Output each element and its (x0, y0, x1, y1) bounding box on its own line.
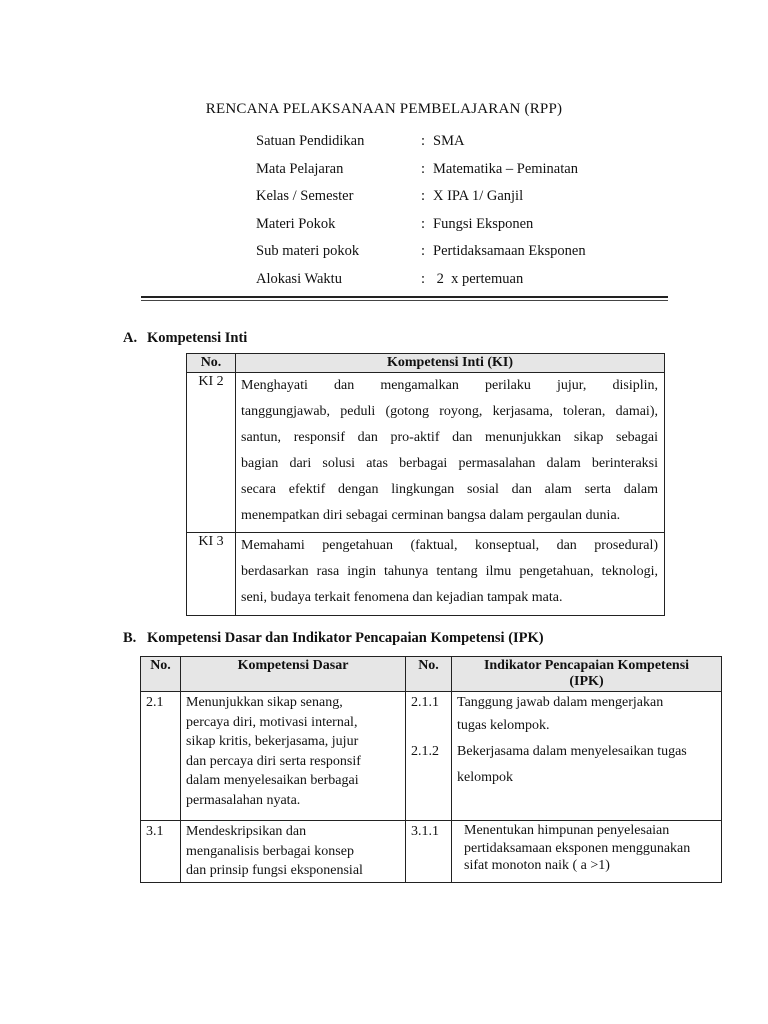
kd-line: sikap kritis, bekerjasama, jujur (186, 734, 359, 749)
kd-line: Mendeskripsikan dan (186, 824, 307, 839)
document-title: RENCANA PELAKSANAAN PEMBELAJARAN (RPP) (205, 101, 563, 117)
meta-value: SMA (433, 133, 465, 149)
ipk-line: pertidaksamaan eksponen menggunakan (464, 840, 691, 856)
ipk-header-line: (IPK) (569, 674, 604, 689)
ki-number: KI 3 (187, 533, 236, 616)
kd-line: dan prinsip fungsi eksponensial (186, 863, 363, 878)
kd-line: dalam menyelesaikan berbagai (186, 773, 359, 788)
ipk-number: 2.1.2 (411, 744, 439, 759)
ki-description (236, 533, 665, 616)
ki-line: Menghayati dan mengamalkan perilaku jujur, disiplin, (241, 378, 658, 393)
meta-colon: : (421, 270, 426, 287)
meta-colon: : (421, 243, 426, 259)
ipk-header-line: Indikator Pencapaian Kompetensi (483, 658, 690, 673)
kd-number: 3.1 (141, 821, 181, 883)
meta-row-submateri (256, 243, 586, 271)
ipk-number: 3.1.1 (406, 821, 452, 883)
column-header-no: No. (187, 354, 236, 373)
table-header-row (141, 657, 722, 692)
ki-line: seni, budaya terkait fenomena dan kejadian tampak mata. (241, 590, 563, 605)
kd-line: percaya diri, motivasi internal, (186, 714, 358, 730)
ki-number: KI 2 (187, 373, 236, 533)
rpp-identity-block (256, 133, 586, 298)
ipk-line: sifat monoton naik ( a >1) (464, 858, 610, 873)
column-header-kd: Kompetensi Dasar (181, 657, 406, 692)
ipk-line: Bekerjasama dalam menyelesaikan tugas (457, 743, 687, 759)
section-a-heading (123, 330, 247, 347)
kompetensi-dasar-table (140, 656, 722, 883)
ipk-line: Menentukan himpunan penyelesaian (464, 823, 670, 838)
header-divider-thick (141, 296, 668, 298)
ipk-line: Tanggung jawab dalam mengerjakan (457, 695, 664, 710)
column-header-no-ipk: No. (406, 657, 452, 692)
meta-value: Fungsi Eksponen (433, 215, 534, 232)
meta-value: X IPA 1/ Ganjil (433, 188, 524, 204)
meta-value: 2 x pertemuan (433, 270, 524, 287)
section-title: Kompetensi Dasar dan Indikator Pencapaian Kompetensi (IPK) (147, 630, 544, 646)
section-b-heading (123, 630, 544, 647)
meta-value: Pertidaksamaan Eksponen (433, 243, 586, 259)
kd-line: permasalahan nyata. (186, 792, 301, 808)
ipk-number: 2.1.1 (411, 695, 439, 710)
ki-line: santun, responsif dan pro-aktif dan menunjukkan sikap sebagai (241, 430, 658, 445)
ipk-line: kelompok (457, 769, 513, 785)
section-letter: A. (123, 330, 138, 346)
section-letter: B. (123, 630, 137, 646)
kd-line: Menunjukkan sikap senang, (186, 695, 343, 710)
meta-colon: : (421, 133, 426, 149)
kd-number: 2.1 (141, 692, 181, 821)
header-divider-thin (141, 300, 668, 301)
table-header-row (187, 354, 665, 373)
kd-line: menganalisis berbagai konsep (186, 843, 354, 859)
ipk-number-cell (406, 692, 452, 821)
ki-line: menempatkan diri sebagai cerminan bangsa dalam pergaulan dunia. (241, 508, 621, 523)
table-row (141, 821, 722, 883)
meta-row-alokasi (256, 271, 586, 299)
kd-description (181, 821, 406, 883)
meta-key: Satuan Pendidikan (256, 133, 365, 149)
ki-description (236, 373, 665, 533)
kd-description (181, 692, 406, 821)
meta-key: Kelas / Semester (256, 188, 354, 204)
meta-row-mapel (256, 161, 586, 189)
meta-colon: : (421, 188, 426, 204)
ipk-line: tugas kelompok. (457, 717, 550, 733)
meta-value: Matematika – Peminatan (433, 160, 578, 177)
column-header-ipk (452, 657, 722, 692)
meta-colon: : (421, 215, 426, 232)
ki-line: berdasarkan rasa ingin tahunya tentang ilmu pengetahuan, teknologi, (241, 564, 658, 579)
kd-line: dan percaya diri serta responsif (186, 753, 361, 769)
ki-line: tanggungjawab, peduli (gotong royong, kerjasama, toleran, damai), (241, 404, 658, 419)
meta-key: Mata Pelajaran (256, 160, 344, 177)
meta-row-satuan (256, 133, 586, 161)
ki-line: secara efektif dengan lingkungan sosial dan alam serta dalam (241, 482, 658, 497)
column-header-ki: Kompetensi Inti (KI) (236, 354, 665, 373)
section-title: Kompetensi Inti (147, 330, 248, 346)
table-row (187, 373, 665, 533)
kompetensi-inti-table (186, 353, 665, 616)
ki-line: Memahami pengetahuan (faktual, konseptual, dan prosedural) (241, 538, 658, 553)
ki-line: bagian dari solusi atas berbagai permasalahan dalam berinteraksi (241, 456, 658, 471)
meta-row-kelas (256, 188, 586, 216)
meta-key: Sub materi pokok (256, 243, 360, 259)
ipk-description-cell (452, 692, 722, 821)
table-row (141, 692, 722, 821)
meta-colon: : (421, 160, 426, 177)
meta-row-materi (256, 216, 586, 244)
column-header-no: No. (141, 657, 181, 692)
meta-key: Materi Pokok (256, 215, 336, 232)
table-row (187, 533, 665, 616)
meta-key: Alokasi Waktu (256, 270, 342, 287)
ipk-description-cell (452, 821, 722, 883)
